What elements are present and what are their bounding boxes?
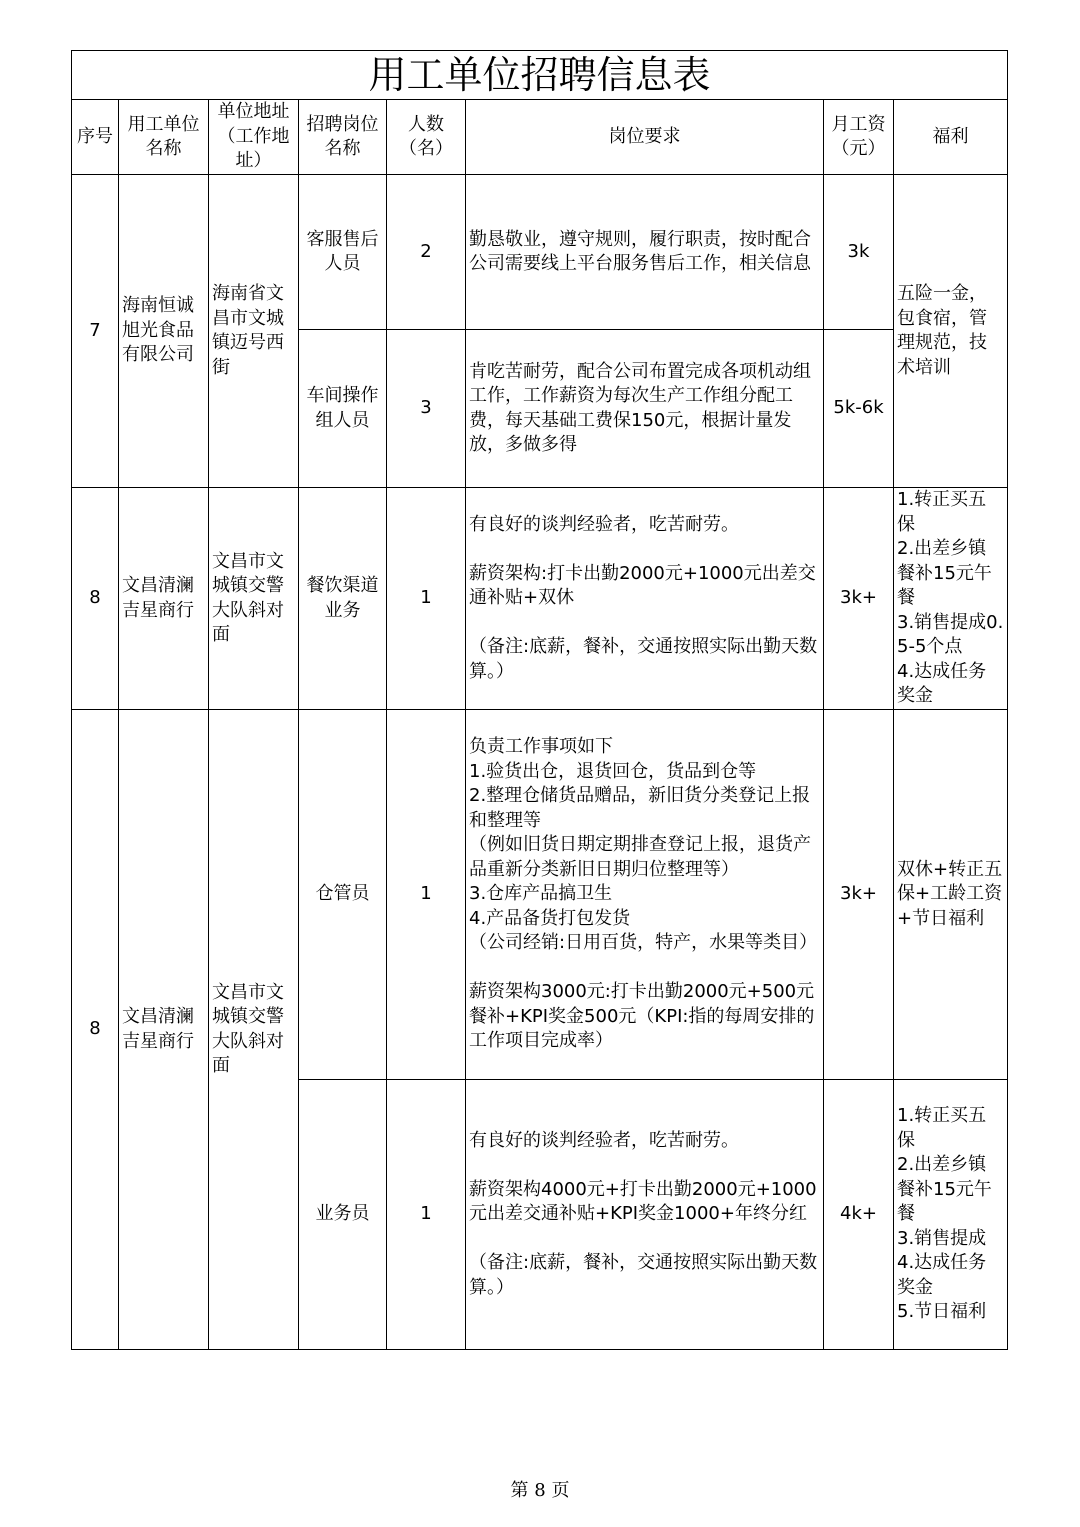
row-count: 3	[387, 330, 466, 488]
row-requirements: 负责工作事项如下 1.验货出仓，退货回仓，货品到仓等 2.整理仓储货品赠品，新旧货分类登记上报和整理等 （例如旧货日期定期排查登记上报，退货产品重新分类新旧日期归位整理等） 3.仓库产品搞卫生 4.产品备货打包发货 （公司经销:日用百货，特产，水果等类目） 薪资架构3000元:打卡出勤2000元+500元餐补+KPI奖金500元（KPI:指的每周安排的工作项目完成率）	[466, 710, 824, 1080]
row-company: 文昌清澜吉星商行	[119, 488, 209, 710]
row-benefits: 1.转正买五保 2.出差乡镇餐补15元午餐 3.销售提成0.5-5个点 4.达成任务奖金	[894, 488, 1008, 710]
page-number: 第 8 页	[510, 1480, 570, 1501]
table-row	[72, 175, 1008, 330]
row-position: 业务员	[299, 1080, 387, 1350]
row-address: 文昌市文城镇交警大队斜对面	[209, 488, 299, 710]
row-position: 车间操作组人员	[299, 330, 387, 488]
header-seq: 序号	[72, 100, 119, 175]
header-salary: 月工资（元）	[824, 100, 894, 175]
row-requirements: 有良好的谈判经验者，吃苦耐劳。 薪资架构4000元+打卡出勤2000元+1000元出差交通补贴+KPI奖金1000+年终分红 （备注:底薪，餐补，交通按照实际出勤天数算。）	[466, 1080, 824, 1350]
header-requirements: 岗位要求	[466, 100, 824, 175]
page-title: 用工单位招聘信息表	[72, 51, 1008, 100]
row-requirements: 有良好的谈判经验者，吃苦耐劳。 薪资架构:打卡出勤2000元+1000元出差交通补贴+双休 （备注:底薪，餐补，交通按照实际出勤天数算。）	[466, 488, 824, 710]
row-company: 海南恒诚旭光食品有限公司	[119, 175, 209, 488]
row-company: 文昌清澜吉星商行	[119, 710, 209, 1350]
row-position: 客服售后人员	[299, 175, 387, 330]
header-company: 用工单位名称	[119, 100, 209, 175]
header-address: 单位地址（工作地址）	[209, 100, 299, 175]
row-position: 仓管员	[299, 710, 387, 1080]
header-benefits: 福利	[894, 100, 1008, 175]
table-row	[72, 488, 1008, 710]
row-benefits: 1.转正买五保 2.出差乡镇餐补15元午餐 3.销售提成 4.达成任务奖金 5.节日福利	[894, 1080, 1008, 1350]
table-header-row	[72, 100, 1008, 175]
row-seq: 8	[72, 710, 119, 1350]
table-row	[72, 710, 1008, 1080]
row-count: 1	[387, 710, 466, 1080]
row-salary: 3k+	[824, 488, 894, 710]
row-seq: 8	[72, 488, 119, 710]
row-requirements: 肯吃苦耐劳，配合公司布置完成各项机动组工作，工作薪资为每次生产工作组分配工费，每天基础工费保150元，根据计量发放，多做多得	[466, 330, 824, 488]
row-salary: 3k	[824, 175, 894, 330]
row-seq: 7	[72, 175, 119, 488]
header-position: 招聘岗位名称	[299, 100, 387, 175]
header-count: 人数（名）	[387, 100, 466, 175]
row-address: 文昌市文城镇交警大队斜对面	[209, 710, 299, 1350]
row-requirements: 勤恳敬业，遵守规则，履行职责，按时配合公司需要线上平台服务售后工作，相关信息	[466, 175, 824, 330]
row-count: 2	[387, 175, 466, 330]
row-position: 餐饮渠道业务	[299, 488, 387, 710]
row-salary: 3k+	[824, 710, 894, 1080]
row-benefits: 五险一金，包食宿，管理规范，技术培训	[894, 175, 1008, 488]
row-benefits: 双休+转正五保+工龄工资+节日福利	[894, 710, 1008, 1080]
row-count: 1	[387, 1080, 466, 1350]
row-salary: 4k+	[824, 1080, 894, 1350]
row-address: 海南省文昌市文城镇迈号西街	[209, 175, 299, 488]
row-count: 1	[387, 488, 466, 710]
recruitment-table	[71, 50, 1008, 1350]
row-salary: 5k-6k	[824, 330, 894, 488]
